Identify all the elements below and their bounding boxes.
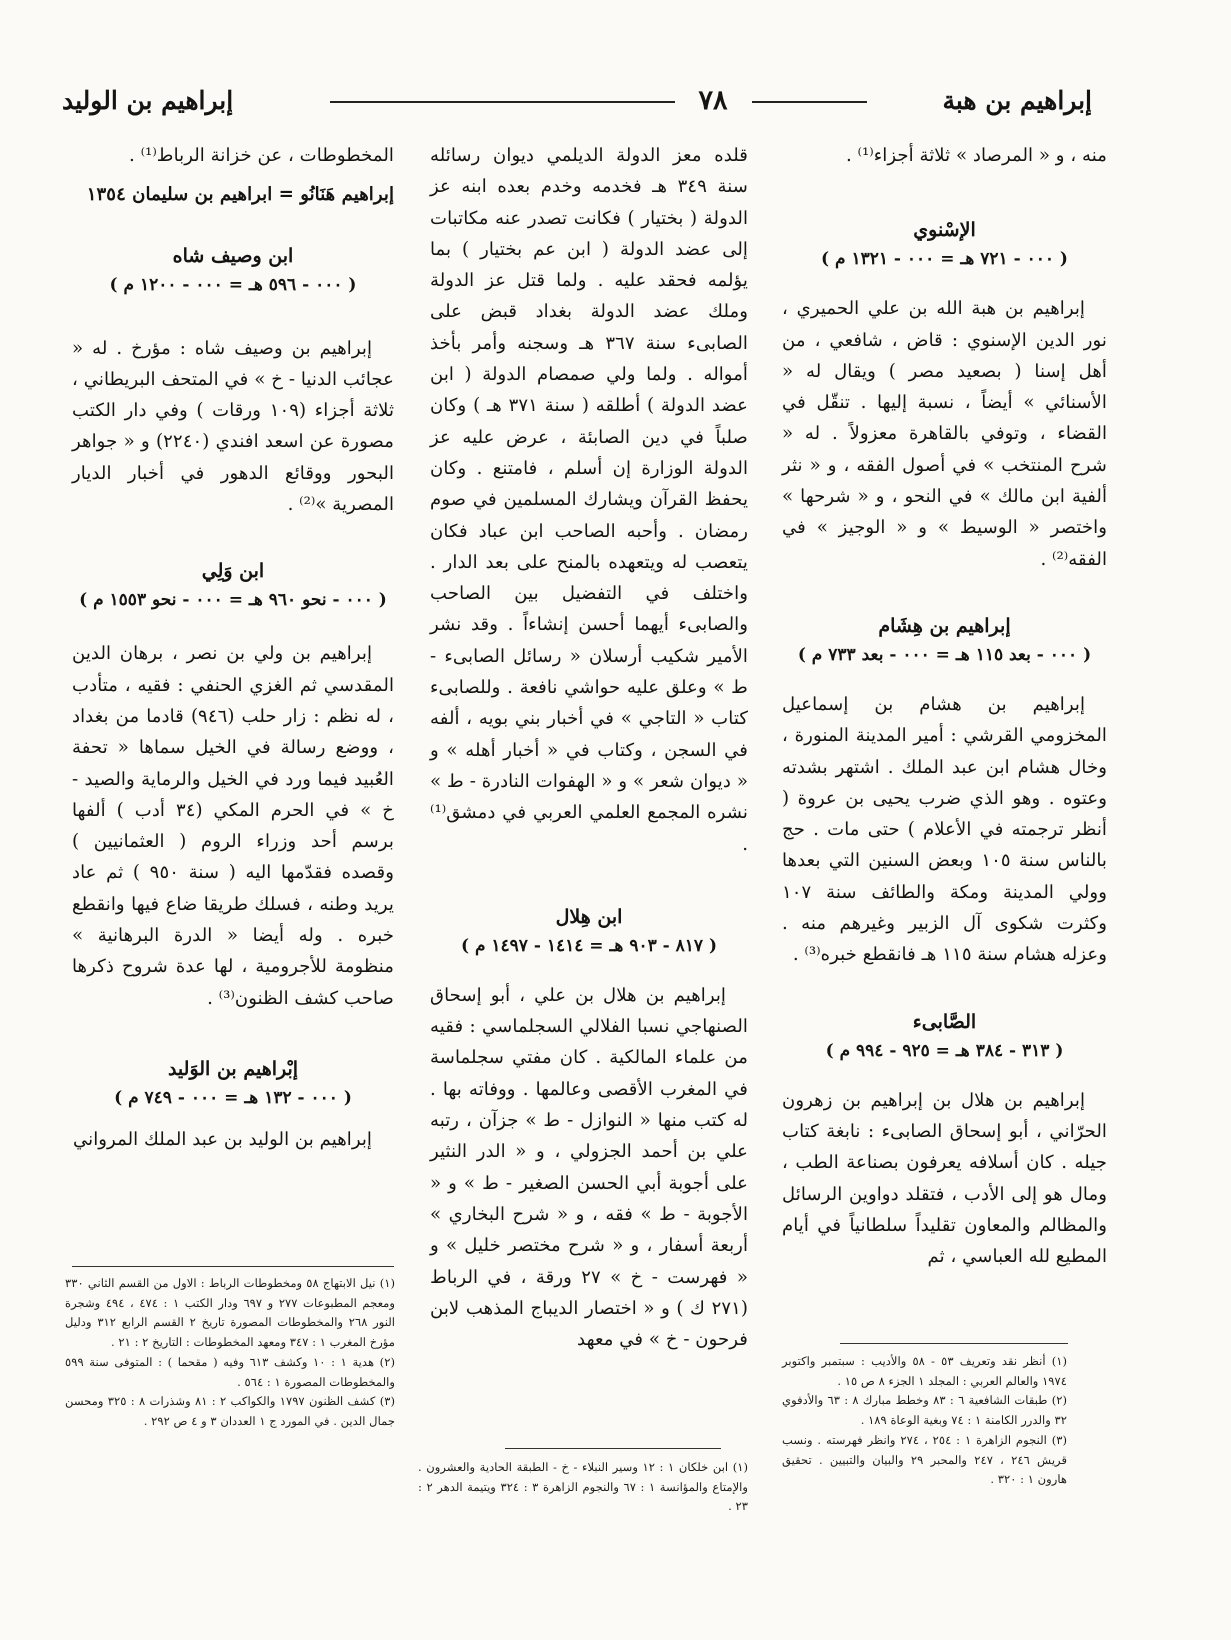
header-rule-right (752, 101, 867, 103)
continued-text: قلده معز الدولة الديلمي ديوان رسائله سنة ٣٤٩ هـ فخدمه وخدم بعده ابنه عز الدولة ( بختيار ) فكانت تصدر عنه مكاتبات إلى عضد الدولة ( ابن عم بختيار ) بما يؤلمه فحقد عليه . ولما قتل عز الدولة وملك عضد الدولة بغداد قبض على الصابىء سنة ٣٦٧ هـ وسجنه وأمر بأخذ أمواله . ولما ولي صمصام الدولة ( ابن عضد الدولة ) أطلقه ( سنة ٣٧١ هـ ) وكان صلباً في دين الصابئة ، عرض عليه عز الدولة الوزارة إن أسلم ، فامتنع . وكان يحفظ القرآن ويشارك المسلمين في صوم رمضان . وأحبه الصاحب ابن عباد فكان يتعصب له ويتعهده بالمنح على بعد الدار . واختلف في التفضيل بين الصاحب والصابىء أيهما أحسن إنشاءاً . وقد نشر الأمير شكيب أرسلان « رسائل الصابىء - ط » وعلق عليه حواشي نافعة . وللصابىء كتاب « التاجي » في أخبار بني بويه ، ألفه في السجن ، وكتاب في « أخبار أهله » و « ديوان شعر » و « الهفوات النادرة - ط » نشره المجمع العلمي العربي في دمشق⁽¹⁾ . (430, 145, 749, 855)
footnote-rule-right (840, 1343, 1068, 1344)
entry-dates: ( ٠٠٠ - ٧٢١ هـ = ٠٠٠ - ١٣٢١ م ) (821, 249, 1068, 270)
entry-text: إبراهيم بن هبة الله بن علي الحميري ، نور الدين الإسنوي : قاض ، شافعي ، من أهل إسنا ( بصعيد مصر ) ويقال له « الأسنائي » أيضاً ، نسبة إليها . تنقّل في القضاء ، وتوفي بالقاهرة معزولاً . له « شرح المنتخب » في أصول الفقه ، و « نثر ألفية ابن مالك » في النحو ، و « شرحها » واختصر « الوسيط » و « الوجيز » في الفقه⁽²⁾ . (782, 298, 1107, 570)
entry-heading: ابن وَلِي (201, 560, 265, 583)
entry-heading: إبراهيم بن هِشَام (878, 614, 1011, 637)
footnote-rule-middle (505, 1448, 721, 1449)
entry-dates: ( ٠٠٠ - نحو ٩٦٠ هـ = ٠٠٠ - نحو ١٥٥٣ م ) (79, 590, 387, 611)
continued-text: المخطوطات ، عن خزانة الرباط⁽¹⁾ . (129, 145, 394, 166)
entry-text: إبراهيم بن ولي بن نصر ، برهان الدين المقدسي ثم الغزي الحنفي : فقيه ، متأدب ، له نظم : زار حلب (٩٤٦) قادما من بغداد ، ووضع رسالة في الخيل سماها « تحفة العُبيد فيما ورد في الخيل والرماية والصيد - خ » في الحرم المكي (٣٤ أدب ) ألفها برسم أحد وزراء الروم ( العثمانيين ) وقصده فقدّمها اليه ( سنة ٩٥٠ ) ثم عاد يريد وطنه ، فسلك طريقا ضاع فيها وانقطع خبره . وله أيضا « الدرة البرهانية » منظومة للأجرومية ، لها عدة شروح ذكرها صاحب كشف الظنون⁽³⁾ . (72, 643, 394, 1009)
footnote: (١) نيل الابتهاج ٥٨ ومخطوطات الرباط : الاول من القسم الثاني ٣٣٠ ومعجم المطبوعات ٢٧٧ و ٦٩٧ ودار الكتب ١ : ٤٧٤ ، ٤٩٤ وشجرة النور ٢٦٨ والمخطوطات المصورة تاريخ ٢ القسم الرابع ٣١٢ ودليل مؤرخ المغرب ١ : ٣٤٧ ومعهد المخطوطات : التاريخ ٢ : ٢١ . (65, 1276, 396, 1350)
footnote: (١) ابن خلكان ١ : ١٢ وسير النبلاء - خ - الطبقة الحادية والعشرون . والإمتاع والمؤانسة ١ : ٦٧ والنجوم الزاهرة ٣ : ٣٢٤ ويتيمة الدهر ٢ : ٢٣ . (418, 1460, 749, 1514)
entry-dates: ( ٠٠٠ - ٥٩٦ هـ = ٠٠٠ - ١٢٠٠ م ) (109, 274, 357, 295)
entry-text: إبراهيم بن هلال بن إبراهيم بن زهرون الحرّاني ، أبو إسحاق الصابىء : نابغة كتاب جيله . كان أسلافه يعرفون بصناعة الطب ، ومال هو إلى الأدب ، فتقلد دواوين الرسائل والمظالم والمعاون تقليداً سلطانياً في أيام المطيع لله العباسي ، ثم (782, 1089, 1107, 1268)
footnotes-right (782, 1352, 1067, 1490)
cross-reference: إبراهيم هَنَانُو = ابراهيم بن سليمان ١٣٥٤ (86, 184, 394, 206)
continued-text: منه ، و « المرصاد » ثلاثة أجزاء⁽¹⁾ . (845, 145, 1107, 166)
footnote: (٢) طبقات الشافعية ٦ : ٨٣ وخطط مبارك ٨ : ٦٣ والأدفوي ٣٢ والدرر الكامنة ١ : ٧٤ وبغية الوعاة ١٨٩ . (782, 1393, 1067, 1428)
entry-text: إبراهيم بن الوليد بن عبد الملك المرواني (72, 1128, 372, 1150)
footnote: (٣) النجوم الزاهرة ١ : ٢٥٤ ، ٢٧٤ وانظر فهرسته . ونسب قريش ٢٤٦ ، ٢٤٧ والمحبر ٢٩ والبيان والتبيين . تحقيق هارون ١ : ٣٢٠ . (782, 1432, 1067, 1487)
entry-text: إبراهيم بن هشام بن إسماعيل المخزومي القرشي : أمير المدينة المنورة ، وخال هشام ابن عبد الملك . اشتهر بشدته وعتوه . وهو الذي ضرب يحيى بن عروة ( أنظر ترجمته في الأعلام ) حتى مات . حج بالناس سنة ١٠٥ وبعض السنين التي بعدها وولي المدينة ومكة والطائف سنة ١٠٧ وكثرت شكوى آل الزبير وغيرهم منه . وعزله هشام سنة ١١٥ هـ فانقطع خبره⁽³⁾ . (782, 693, 1107, 966)
entry-dates: ( ٠٠٠ - بعد ١١٥ هـ = ٠٠٠ - بعد ٧٣٣ م ) (797, 644, 1092, 665)
page-number: ٧٨ (698, 85, 728, 116)
entry-heading: الإسْنوي (913, 219, 976, 242)
running-header (62, 82, 1092, 122)
entry-text: إبراهيم بن وصيف شاه : مؤرخ . له « عجائب الدنيا - خ » في المتحف البريطاني ، ثلاثة أجزاء (١٠٩ ورقات ) وفي دار الكتب مصورة عن اسعد افندي (٢٢٤٠) و « جواهر البحور ووقائع الدهور في أخبار الديار المصرية »⁽²⁾ . (72, 337, 394, 516)
entry-text: إبراهيم بن هلال بن علي ، أبو إسحاق الصنهاجي نسبا الفلالي السجلماسي : فقيه من علماء المالكية . كان مفتي سجلماسة في المغرب الأقصى وعالمها . ووفاته بها . له كتب منها « النوازل - ط » جزآن ، رتبه علي بن أحمد الجزولي ، و « الدر النثير على أجوبة أبي الحسن الصغير - ط » و « الأجوبة - ط » فقه ، و « شرح البخاري » أربعة أسفار ، و « شرح مختصر خليل » و « فهرست - خ » ٢٧ ورقة ، في الرباط (٢٧١ ك ) و « اختصار الديباج المذهب لابن فرحون - خ » في معهد (430, 984, 748, 1351)
footnote: (١) أنظر نقد وتعريف ٥٣ - ٥٨ والأديب : سبتمبر واكتوبر ١٩٧٤ والعالم العربي : المجلد ١ الجزء ٨ ص ١٥ . (782, 1354, 1067, 1388)
entry-dates: ( ٨١٧ - ٩٠٣ هـ = ١٤١٤ - ١٤٩٧ م ) (460, 935, 717, 956)
entry-dates: ( ٠٠٠ - ١٣٢ هـ = ٠٠٠ - ٧٤٩ م ) (114, 1087, 352, 1108)
footnote: (٣) كشف الظنون ١٧٩٧ والكواكب ٢ : ٨١ وشذرات ٨ : ٣٢٥ ومحسن جمال الدين . في المورد ج ١ العددان ٣ و ٤ ص ٢٩٢ . (65, 1394, 396, 1428)
footnote-rule-left (72, 1266, 394, 1267)
entry-heading: ابن وصيف شاه (172, 244, 294, 267)
column-middle (430, 140, 748, 1355)
footnote: (٢) هدية ١ : ١٠ وكشف ٦١٣ وفيه ( مقحما ) : المتوفى سنة ٥٩٩ والمخطوطات المصورة ١ : ٥٦٤ . (65, 1354, 395, 1389)
header-rule-left (330, 101, 675, 103)
column-left (72, 140, 394, 1155)
column-right (782, 140, 1107, 1272)
entry-dates: ( ٣١٣ - ٣٨٤ هـ = ٩٢٥ - ٩٩٤ م ) (825, 1040, 1064, 1061)
entry-heading: إبْراهيم بن الوَليد (167, 1057, 299, 1080)
entry-heading: ابن هِلال (555, 905, 623, 928)
entry-heading: الصَّابىء (912, 1010, 977, 1033)
footnotes-middle (418, 1458, 748, 1517)
header-left-title: إبراهيم بن الوليد (62, 86, 234, 115)
footnotes-left (65, 1274, 395, 1432)
header-right-title: إبراهيم بن هبة (942, 86, 1092, 115)
